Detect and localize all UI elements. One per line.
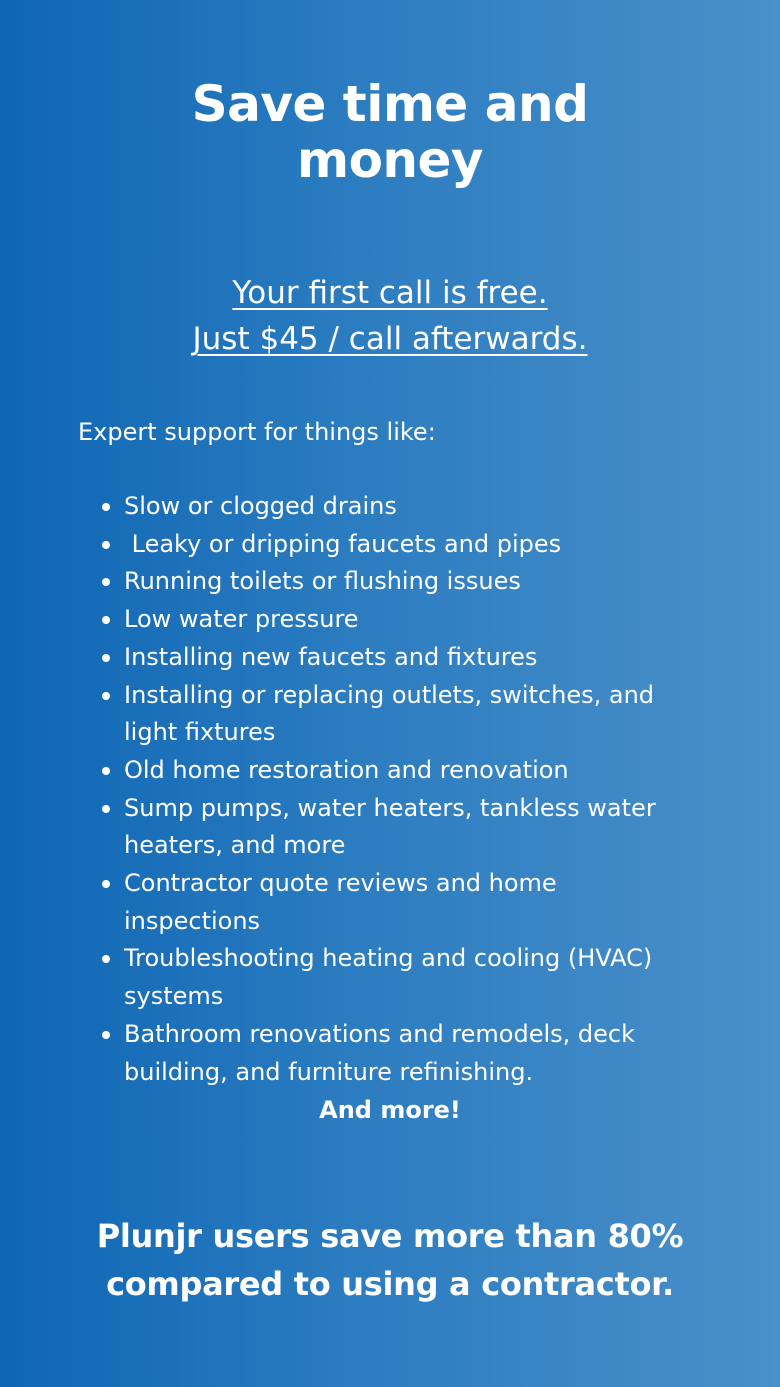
support-list (124, 488, 684, 1091)
list-item: Old home restoration and renovation (124, 752, 684, 790)
savings-claim (0, 1212, 780, 1308)
list-item: Installing new faucets and fixtures (124, 639, 684, 677)
list-item: Contractor quote reviews and home inspections (124, 865, 684, 940)
pricing-block (0, 270, 780, 362)
savings-claim-line-1: Plunjr users save more than 80% (96, 1217, 684, 1255)
list-item: Slow or clogged drains (124, 488, 684, 526)
headline-line-1: Save time and (191, 75, 589, 133)
pricing-line-first-call: Your first call is free. (232, 275, 548, 311)
and-more-label: And more! (319, 1096, 461, 1124)
list-item: Sump pumps, water heaters, tankless water heaters, and more (124, 790, 684, 865)
list-item: Bathroom renovations and remodels, deck building, and furniture refinishing. (124, 1016, 684, 1091)
support-intro: Expert support for things like: (78, 418, 436, 446)
pricing-line-per-call: Just $45 / call afterwards. (192, 321, 588, 357)
list-item: Leaky or dripping faucets and pipes (124, 526, 684, 564)
list-item: Installing or replacing outlets, switches, and light fixtures (124, 677, 684, 752)
list-item: Troubleshooting heating and cooling (HVAC) systems (124, 940, 684, 1015)
headline (0, 76, 780, 188)
savings-claim-line-2: compared to using a contractor. (106, 1265, 674, 1303)
list-item: Running toilets or flushing issues (124, 563, 684, 601)
headline-line-2: money (296, 131, 484, 189)
list-item: Low water pressure (124, 601, 684, 639)
